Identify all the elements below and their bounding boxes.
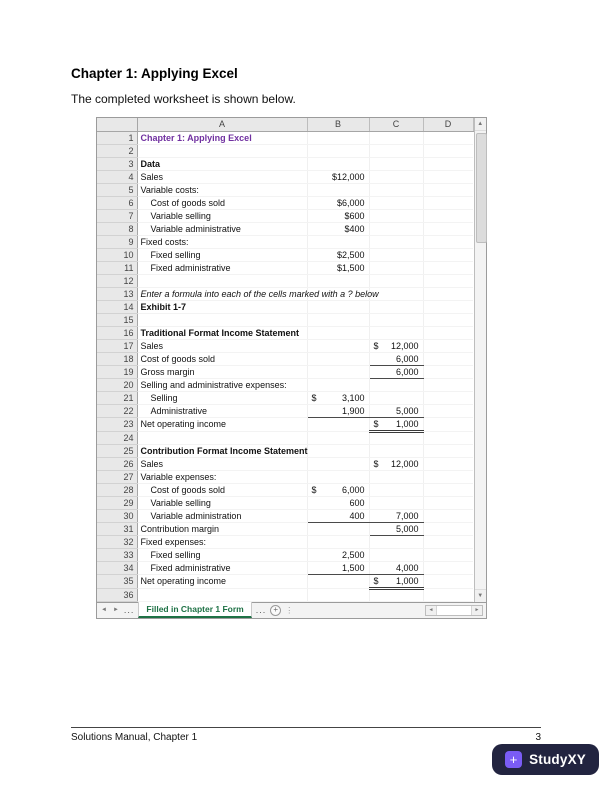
cell-D2[interactable] [423,144,473,157]
tabbar-divider: ⋮ [285,605,294,615]
cell-B2[interactable] [307,144,369,157]
sheet-row-2 [97,144,473,157]
row-header-19[interactable]: 19 [97,365,137,378]
cell-A9[interactable]: Fixed costs: [137,235,307,248]
row-header-31[interactable]: 31 [97,522,137,535]
sheet-row-1 [97,131,473,144]
sheet-row-15 [97,313,473,326]
select-all-corner[interactable] [97,118,137,131]
cell-value: 12,000 [390,340,419,351]
cell-D33[interactable] [423,548,473,561]
row-header-28[interactable]: 28 [97,483,137,496]
cell-A30[interactable]: Variable administration [137,509,307,522]
cell-A19[interactable]: Gross margin [137,365,307,378]
column-header-B[interactable]: B [307,118,369,131]
cell-D3[interactable] [423,157,473,170]
cell-A21[interactable]: Selling [137,391,307,404]
cell-C32[interactable] [369,535,423,548]
sheet-row-10 [97,248,473,261]
sheet-row-4 [97,170,473,183]
cell-value: 6,000 [395,366,419,377]
cell-B27[interactable] [307,470,369,483]
row-header-10[interactable]: 10 [97,248,137,261]
cell-B12[interactable] [307,274,369,287]
plus-icon: + [505,751,522,768]
row-header-32[interactable]: 32 [97,535,137,548]
currency-symbol: $ [311,484,317,495]
sheet-row-3 [97,157,473,170]
page-title: Chapter 1: Applying Excel [71,66,238,81]
sheet-row-29 [97,496,473,509]
cell-C22[interactable] [369,404,423,417]
cell-value: $6,000 [336,197,365,208]
row-header-6[interactable]: 6 [97,196,137,209]
cell-D5[interactable] [423,183,473,196]
cell-B25[interactable] [307,444,369,457]
cell-C28[interactable] [369,483,423,496]
cell-B11[interactable] [307,261,369,274]
row-header-12[interactable]: 12 [97,274,137,287]
cell-value: 400 [349,510,365,521]
cell-D20[interactable] [423,378,473,391]
cell-D28[interactable] [423,483,473,496]
scroll-left-icon[interactable]: ◄ [426,606,437,615]
sheet-row-36 [97,588,473,601]
sheet-row-23 [97,417,473,431]
cell-A25[interactable]: Contribution Format Income Statement [137,444,307,457]
cell-B29[interactable] [307,496,369,509]
column-header-C[interactable]: C [369,118,423,131]
row-header-20[interactable]: 20 [97,378,137,391]
cell-B9[interactable] [307,235,369,248]
cell-A12[interactable] [137,274,307,287]
cell-value: 5,000 [395,523,419,534]
row-header-30[interactable]: 30 [97,509,137,522]
cell-D15[interactable] [423,313,473,326]
sheet-row-27 [97,470,473,483]
cell-A2[interactable] [137,144,307,157]
studyxy-badge [492,744,599,775]
row-header-22[interactable]: 22 [97,404,137,417]
cell-value: $12,000 [331,171,365,182]
row-header-5[interactable]: 5 [97,183,137,196]
cell-D25[interactable] [423,444,473,457]
sheet-row-35 [97,574,473,588]
cell-C29[interactable] [369,496,423,509]
cell-C7[interactable] [369,209,423,222]
cell-C24[interactable] [369,431,423,444]
cell-A1[interactable]: Chapter 1: Applying Excel [137,131,307,144]
cell-D24[interactable] [423,431,473,444]
cell-A11[interactable]: Fixed administrative [137,261,307,274]
cell-D21[interactable] [423,391,473,404]
sheet-row-16 [97,326,473,339]
cell-C12[interactable] [369,274,423,287]
cell-A3[interactable]: Data [137,157,307,170]
cell-A35[interactable]: Net operating income [137,574,307,588]
currency-symbol: $ [373,340,379,351]
cell-C21[interactable] [369,391,423,404]
cell-A33[interactable]: Fixed selling [137,548,307,561]
cell-A14[interactable]: Exhibit 1-7 [137,300,307,313]
cell-B19[interactable] [307,365,369,378]
row-header-34[interactable]: 34 [97,561,137,574]
sheet-row-5 [97,183,473,196]
cell-value: 12,000 [390,458,419,469]
sheet-row-32 [97,535,473,548]
cell-D31[interactable] [423,522,473,535]
cell-B17[interactable] [307,339,369,352]
row-header-33[interactable]: 33 [97,548,137,561]
cell-C35[interactable] [369,574,423,588]
sheet-row-17 [97,339,473,352]
cell-B7[interactable] [307,209,369,222]
cell-C9[interactable] [369,235,423,248]
cell-A20[interactable]: Selling and administrative expenses: [137,378,307,391]
scroll-down-icon[interactable]: ▼ [475,589,487,602]
cell-C34[interactable] [369,561,423,574]
cell-value: 1,900 [341,405,365,416]
cell-D36[interactable] [423,588,473,601]
cell-C10[interactable] [369,248,423,261]
cell-C27[interactable] [369,470,423,483]
cell-B24[interactable] [307,431,369,444]
more-sheets-left[interactable]: ... [123,605,135,615]
row-header-27[interactable]: 27 [97,470,137,483]
row-header-36[interactable]: 36 [97,588,137,601]
row-header-15[interactable]: 15 [97,313,137,326]
column-header-D[interactable]: D [423,118,473,131]
cell-D26[interactable] [423,457,473,470]
row-header-17[interactable]: 17 [97,339,137,352]
footer-text: Solutions Manual, Chapter 1 [71,732,198,743]
cell-C19[interactable] [369,365,423,378]
cell-B36[interactable] [307,588,369,601]
cell-D34[interactable] [423,561,473,574]
sheet-row-11 [97,261,473,274]
cell-C31[interactable] [369,522,423,535]
sheet-row-22 [97,404,473,417]
sheet-row-8 [97,222,473,235]
cell-A18[interactable]: Cost of goods sold [137,352,307,365]
cell-B18[interactable] [307,352,369,365]
cell-C36[interactable] [369,588,423,601]
column-header-row [97,118,473,131]
cell-C33[interactable] [369,548,423,561]
row-header-7[interactable]: 7 [97,209,137,222]
sheet-row-34 [97,561,473,574]
cell-value: 4,000 [395,562,419,573]
currency-symbol: $ [311,392,317,403]
cell-D18[interactable] [423,352,473,365]
cell-B14[interactable] [307,300,369,313]
cell-A13[interactable]: Enter a formula into each of the cells marked with a ? below [137,287,307,300]
cell-A7[interactable]: Variable selling [137,209,307,222]
cell-B34[interactable] [307,561,369,574]
row-header-23[interactable]: 23 [97,417,137,431]
cell-B13[interactable] [307,287,369,300]
cell-D17[interactable] [423,339,473,352]
cell-C25[interactable] [369,444,423,457]
cell-D7[interactable] [423,209,473,222]
cell-B35[interactable] [307,574,369,588]
cell-A23[interactable]: Net operating income [137,417,307,431]
cell-B21[interactable] [307,391,369,404]
sheet-row-12 [97,274,473,287]
cell-A27[interactable]: Variable expenses: [137,470,307,483]
cell-B33[interactable] [307,548,369,561]
cell-value: 3,100 [341,392,365,403]
cell-B1[interactable] [307,131,369,144]
cell-B6[interactable] [307,196,369,209]
row-header-16[interactable]: 16 [97,326,137,339]
row-header-18[interactable]: 18 [97,352,137,365]
cell-C30[interactable] [369,509,423,522]
cell-A31[interactable]: Contribution margin [137,522,307,535]
cell-value: 5,000 [395,405,419,416]
cell-D8[interactable] [423,222,473,235]
cell-A22[interactable]: Administrative [137,404,307,417]
more-sheets-right[interactable]: ... [255,605,267,615]
cell-value: 1,000 [395,575,419,586]
cell-B15[interactable] [307,313,369,326]
add-sheet-icon[interactable]: + [270,605,281,616]
sheet-row-26 [97,457,473,470]
cell-A28[interactable]: Cost of goods sold [137,483,307,496]
currency-symbol: $ [373,458,379,469]
cell-B31[interactable] [307,522,369,535]
sheet-row-30 [97,509,473,522]
cell-D6[interactable] [423,196,473,209]
footer-page-number: 3 [535,732,541,743]
cell-value: 600 [349,497,365,508]
cell-D13[interactable] [423,287,473,300]
cell-C4[interactable] [369,170,423,183]
row-header-13[interactable]: 13 [97,287,137,300]
row-header-8[interactable]: 8 [97,222,137,235]
cell-D29[interactable] [423,496,473,509]
cell-D27[interactable] [423,470,473,483]
sheet-row-31 [97,522,473,535]
sheet-row-14 [97,300,473,313]
cell-B20[interactable] [307,378,369,391]
intro-text: The completed worksheet is shown below. [71,92,296,106]
cell-C3[interactable] [369,157,423,170]
cell-D22[interactable] [423,404,473,417]
cell-value: 2,500 [341,549,365,560]
excel-worksheet [96,117,487,619]
sheet-row-25 [97,444,473,457]
cell-value: 1,500 [341,562,365,573]
sheet-row-9 [97,235,473,248]
cell-D19[interactable] [423,365,473,378]
row-header-25[interactable]: 25 [97,444,137,457]
cell-D32[interactable] [423,535,473,548]
sheet-row-13 [97,287,473,300]
cell-B30[interactable] [307,509,369,522]
scroll-up-icon[interactable]: ▲ [475,118,487,131]
currency-symbol: $ [373,418,379,429]
cell-B3[interactable] [307,157,369,170]
sheet-row-7 [97,209,473,222]
currency-symbol: $ [373,575,379,586]
cell-A8[interactable]: Variable administrative [137,222,307,235]
sheet-row-24 [97,431,473,444]
row-header-11[interactable]: 11 [97,261,137,274]
sheet-grid [97,118,474,602]
scroll-right-icon[interactable]: ► [471,606,482,615]
cell-D11[interactable] [423,261,473,274]
sheet-row-33 [97,548,473,561]
row-header-9[interactable]: 9 [97,235,137,248]
cell-D35[interactable] [423,574,473,588]
cell-C11[interactable] [369,261,423,274]
sheet-row-20 [97,378,473,391]
prev-sheet-icon[interactable]: ◄ [101,607,107,613]
column-header-A[interactable]: A [137,118,307,131]
cell-D10[interactable] [423,248,473,261]
cell-C17[interactable] [369,339,423,352]
vertical-scrollbar[interactable] [474,118,487,602]
cell-C2[interactable] [369,144,423,157]
cell-C13[interactable] [369,287,423,300]
cell-A10[interactable]: Fixed selling [137,248,307,261]
cell-B5[interactable] [307,183,369,196]
cell-D16[interactable] [423,326,473,339]
row-header-26[interactable]: 26 [97,457,137,470]
row-header-21[interactable]: 21 [97,391,137,404]
horizontal-scrollbar[interactable] [425,605,483,616]
cell-D23[interactable] [423,417,473,431]
cell-A34[interactable]: Fixed administrative [137,561,307,574]
cell-A15[interactable] [137,313,307,326]
row-header-2[interactable]: 2 [97,144,137,157]
cell-A24[interactable] [137,431,307,444]
cell-B28[interactable] [307,483,369,496]
brand-name: StudyXY [529,752,586,767]
cell-B16[interactable] [307,326,369,339]
sheet-row-28 [97,483,473,496]
row-header-3[interactable]: 3 [97,157,137,170]
row-header-35[interactable]: 35 [97,574,137,588]
footer-rule [71,727,541,728]
cell-value: $400 [344,223,365,234]
cell-C1[interactable] [369,131,423,144]
sheet-row-19 [97,365,473,378]
cell-A6[interactable]: Cost of goods sold [137,196,307,209]
cell-C18[interactable] [369,352,423,365]
cell-C16[interactable] [369,326,423,339]
cell-D30[interactable] [423,509,473,522]
row-header-24[interactable]: 24 [97,431,137,444]
cell-D12[interactable] [423,274,473,287]
sheet-row-18 [97,352,473,365]
cell-value: $1,500 [336,262,365,273]
cell-A32[interactable]: Fixed expenses: [137,535,307,548]
sheet-tab-filled-in-chapter-1-form[interactable]: Filled in Chapter 1 Form [138,602,251,618]
cell-value: $2,500 [336,249,365,260]
cell-C5[interactable] [369,183,423,196]
cell-B22[interactable] [307,404,369,417]
cell-C26[interactable] [369,457,423,470]
cell-A17[interactable]: Sales [137,339,307,352]
cell-value: 1,000 [395,418,419,429]
cell-A36[interactable] [137,588,307,601]
cell-value: 7,000 [395,510,419,521]
cell-value: $600 [344,210,365,221]
next-sheet-icon[interactable]: ► [112,607,119,613]
cell-B8[interactable] [307,222,369,235]
sheet-row-6 [97,196,473,209]
cell-C8[interactable] [369,222,423,235]
cell-A29[interactable]: Variable selling [137,496,307,509]
cell-B10[interactable] [307,248,369,261]
sheet-body [97,131,473,601]
cell-A5[interactable]: Variable costs: [137,183,307,196]
row-header-29[interactable]: 29 [97,496,137,509]
cell-A4[interactable]: Sales [137,170,307,183]
sheet-tab-bar [97,602,486,618]
cell-value: 6,000 [341,484,365,495]
cell-C6[interactable] [369,196,423,209]
cell-D1[interactable] [423,131,473,144]
cell-C15[interactable] [369,313,423,326]
cell-C14[interactable] [369,300,423,313]
row-header-1[interactable]: 1 [97,131,137,144]
cell-B4[interactable] [307,170,369,183]
cell-C23[interactable] [369,417,423,431]
cell-D4[interactable] [423,170,473,183]
cell-B23[interactable] [307,417,369,431]
vertical-scroll-thumb[interactable] [476,133,487,243]
cell-A16[interactable]: Traditional Format Income Statement [137,326,307,339]
cell-D9[interactable] [423,235,473,248]
cell-B26[interactable] [307,457,369,470]
cell-A26[interactable]: Sales [137,457,307,470]
cell-B32[interactable] [307,535,369,548]
cell-D14[interactable] [423,300,473,313]
cell-C20[interactable] [369,378,423,391]
sheet-row-21 [97,391,473,404]
row-header-4[interactable]: 4 [97,170,137,183]
cell-value: 6,000 [395,353,419,364]
row-header-14[interactable]: 14 [97,300,137,313]
